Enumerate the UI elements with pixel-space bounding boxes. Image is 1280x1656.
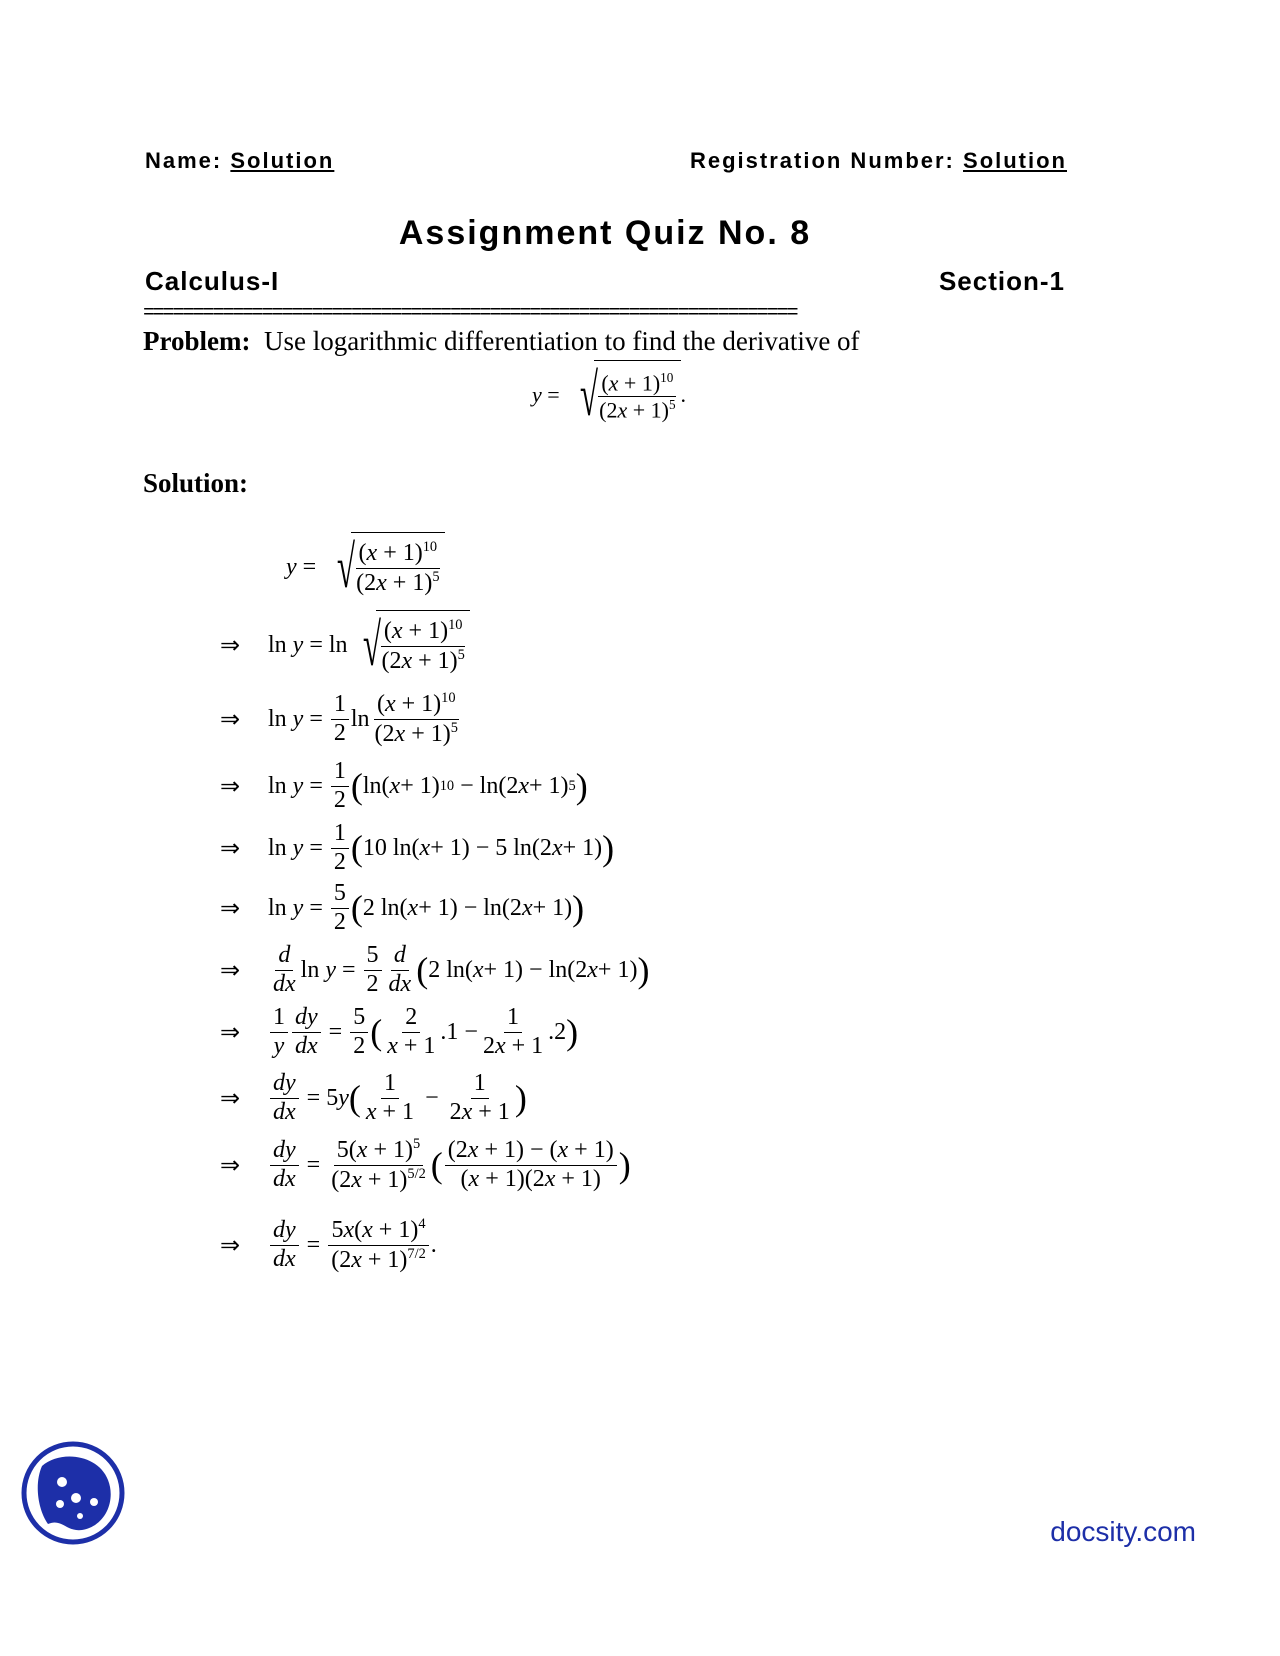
docsity-logo-icon (20, 1440, 126, 1546)
separator-line: ================================================================== (143, 302, 797, 325)
registration-value: Solution (963, 148, 1067, 173)
solution-step-9: ⇒ $\frac{dy}{dx}$ = 5 y ( $\frac{1}{x + 1}$ − $\frac{1}{2x + 1}$ ) (220, 1070, 527, 1125)
solution-step-10: ⇒ $\frac{dy}{dx}$ = $\frac{5(x + 1)^5}{(2x + 1)^{5/2}}$ ( $\frac{(2x + 1) - (x + 1)}{(x + 1)(2x + 1)}$ ) (220, 1136, 631, 1193)
problem-text: Use logarithmic differentiation to find the derivative of (263, 326, 860, 356)
registration-field (690, 148, 1067, 174)
page-title: Assignment Quiz No. 8 (398, 214, 812, 252)
name-value: Solution (230, 148, 335, 173)
solution-step-4: ⇒ ln y = $\frac{1}{2}$ ( ln( x + 1) 10 − ln(2 x + 1) 5 ) (220, 758, 588, 813)
name-label: Name: (145, 148, 223, 173)
problem-equation: y = √ $\frac{(x + 1)^{10}}{(2x + 1)^5}$ . (532, 362, 687, 428)
solution-step-11: ⇒ $\frac{dy}{dx}$ = $\frac{5x(x + 1)^4}{(2x + 1)^{7/2}}$ . (220, 1216, 437, 1273)
name-field (145, 148, 334, 174)
registration-label: Registration Number: (689, 148, 955, 173)
solution-step-1: y = √ $\frac{(x + 1)^{10}}{(2x + 1)^5}$ (286, 532, 445, 602)
footer-brand[interactable]: docsity.com (1050, 1516, 1196, 1547)
problem-statement (143, 326, 860, 357)
solution-step-2: ⇒ ln y = ln √ $\frac{(x + 1)^{10}}{(2x + 1)^5}$ (220, 610, 470, 680)
course-name: Calculus-I (145, 266, 280, 296)
solution-step-5: ⇒ ln y = $\frac{1}{2}$ ( 10 ln( x + 1) − 5 ln(2 x + 1) ) (220, 820, 615, 875)
section-name: Section-1 (938, 266, 1065, 296)
solution-label: Solution: (143, 468, 249, 498)
solution-step-3: ⇒ ln y = $\frac{1}{2}$ ln $\frac{(x + 1)^{10}}{(2x + 1)^5}$ (220, 690, 458, 747)
problem-label: Problem: (143, 326, 251, 356)
solution-step-7: ⇒ $\frac{d}{dx}$ ln y = $\frac{5}{2}$ $\frac{d}{dx}$ ( 2 ln( x + 1) − ln(2 x + 1) ) (220, 942, 650, 997)
solution-step-8: ⇒ $\frac{1}{y}$ $\frac{dy}{dx}$ = $\frac{5}{2}$ ( $\frac{2}{x + 1}$ .1 − $\frac{1}{2x + 1}$ .2 ) (220, 1004, 579, 1059)
solution-step-6: ⇒ ln y = $\frac{5}{2}$ ( 2 ln( x + 1) − ln(2 x + 1) ) (220, 880, 585, 935)
